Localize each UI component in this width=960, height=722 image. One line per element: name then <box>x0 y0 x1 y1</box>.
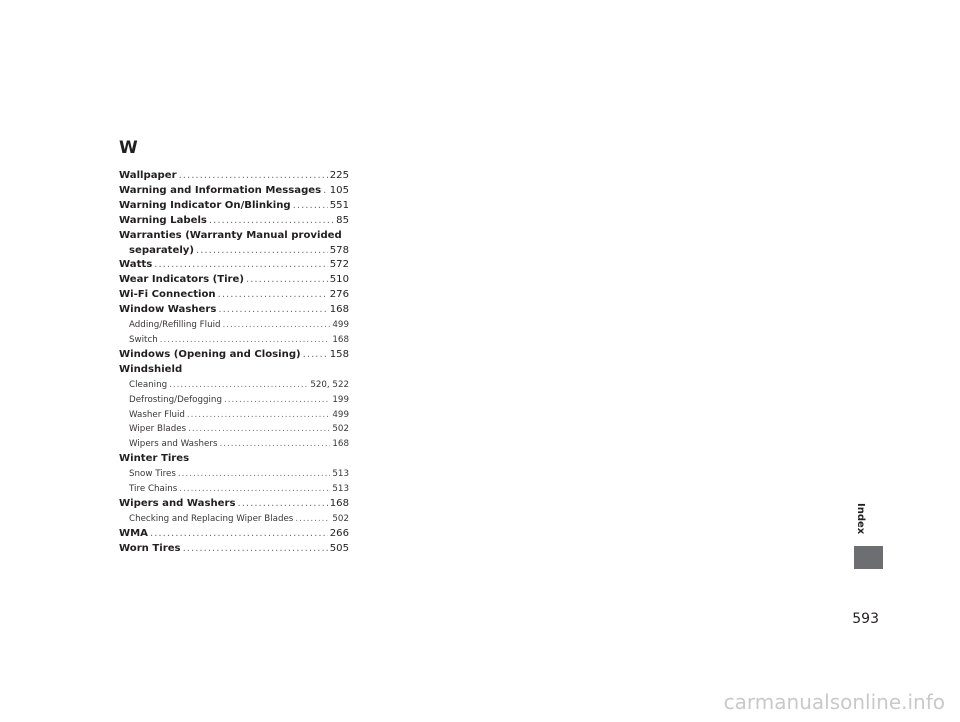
index-subentry <box>119 512 349 527</box>
dot-leader <box>219 437 330 452</box>
index-entry <box>119 527 349 542</box>
index-subentry <box>119 467 349 482</box>
entry-page-ref[interactable]: 513 <box>332 484 349 495</box>
entry-page-ref[interactable]: 168 <box>332 439 349 450</box>
dot-leader <box>179 169 328 184</box>
entry-page-ref[interactable]: 502 <box>332 513 349 524</box>
index-entry <box>119 199 349 214</box>
dot-leader <box>183 542 328 557</box>
entry-term: Defrosting/Defogging <box>129 394 222 405</box>
entry-term: Warranties (Warranty Manual provided <box>119 229 342 241</box>
index-subentry <box>119 422 349 437</box>
dot-leader <box>160 333 331 348</box>
entry-page-ref[interactable]: 225 <box>329 170 349 181</box>
index-entry <box>119 169 349 184</box>
dot-leader <box>218 288 328 303</box>
index-subentry <box>119 378 349 393</box>
entry-term: Watts <box>119 259 153 271</box>
dot-leader <box>154 258 327 273</box>
index-entry <box>119 542 349 557</box>
entry-term: Worn Tires <box>119 542 181 554</box>
entry-term: Warning Indicator On/Blinking <box>119 199 291 211</box>
index-entry <box>119 288 349 303</box>
dot-leader <box>218 303 327 318</box>
index-subentry <box>119 333 349 348</box>
entry-term: Wallpaper <box>119 170 177 181</box>
dot-leader <box>303 348 328 363</box>
entry-page-ref[interactable]: 266 <box>329 527 349 539</box>
dot-leader <box>323 184 328 199</box>
entry-page-ref[interactable]: 105 <box>329 184 349 196</box>
index-entry <box>119 214 349 229</box>
entry-page-ref[interactable]: 168 <box>329 304 349 316</box>
entry-term: Tire Chains <box>129 484 178 495</box>
side-tab-label: Index <box>855 503 866 535</box>
entry-term: Window Washers <box>119 304 217 316</box>
entry-term: Warning Labels <box>119 214 207 226</box>
entry-page-ref[interactable]: 276 <box>329 289 349 301</box>
index-entry <box>119 258 349 273</box>
entry-page-ref[interactable]: 199 <box>332 394 349 405</box>
entry-page-ref[interactable]: 572 <box>329 259 349 271</box>
index-entry-list <box>119 169 349 557</box>
entry-term: Snow Tires <box>129 469 176 480</box>
dot-leader <box>223 318 331 333</box>
dot-leader <box>179 482 330 497</box>
index-entry <box>119 184 349 199</box>
entry-page-ref[interactable]: 513 <box>332 469 349 480</box>
index-entry <box>119 229 349 244</box>
entry-term: Cleaning <box>129 379 168 390</box>
index-subentry <box>119 482 349 497</box>
index-entry <box>119 363 349 378</box>
entry-page-ref[interactable]: 510 <box>329 274 349 286</box>
page-number: 593 <box>852 611 879 627</box>
dot-leader <box>209 214 334 229</box>
dot-leader <box>178 467 330 482</box>
dot-leader <box>238 497 328 512</box>
index-entry <box>119 273 349 288</box>
dot-leader <box>188 422 330 437</box>
dot-leader <box>295 512 330 527</box>
index-subentry <box>119 437 349 452</box>
index-subentry <box>119 408 349 423</box>
watermark-text: carmanualsonline.info <box>723 690 945 714</box>
entry-page-ref[interactable]: 168 <box>329 497 349 509</box>
dot-leader <box>187 408 330 423</box>
entry-term: Wipers and Washers <box>119 497 236 509</box>
entry-term: Adding/Refilling Fluid <box>129 320 221 331</box>
dot-leader <box>150 527 328 542</box>
index-subentry <box>119 318 349 333</box>
section-letter-heading: W <box>119 138 138 158</box>
entry-page-ref[interactable]: 85 <box>336 214 349 226</box>
entry-page-ref[interactable]: 168 <box>332 334 349 345</box>
entry-term: Wiper Blades <box>129 424 187 435</box>
index-entry <box>119 452 349 467</box>
index-entry <box>119 303 349 318</box>
entry-page-ref[interactable]: 502 <box>332 424 349 435</box>
index-entry <box>119 497 349 512</box>
entry-term: Wear Indicators (Tire) <box>119 274 244 286</box>
entry-term: Windows (Opening and Closing) <box>119 348 301 360</box>
dot-leader <box>246 273 328 288</box>
entry-term: Checking and Replacing Wiper Blades <box>129 513 294 524</box>
entry-page-ref[interactable]: 520, 522 <box>310 379 349 390</box>
entry-page-ref[interactable]: 158 <box>329 348 349 360</box>
entry-page-ref[interactable]: 551 <box>329 199 349 211</box>
index-section <box>119 138 349 557</box>
index-entry <box>119 244 349 259</box>
entry-term: WMA <box>119 527 148 539</box>
side-tab-marker <box>854 546 883 569</box>
index-entry <box>119 348 349 363</box>
entry-term: Warning and Information Messages <box>119 184 322 196</box>
entry-term: separately) <box>129 244 195 256</box>
entry-page-ref[interactable]: 578 <box>329 244 349 256</box>
entry-term: Switch <box>129 334 158 345</box>
dot-leader <box>196 244 328 259</box>
entry-term: Wi-Fi Connection <box>119 289 216 301</box>
entry-page-ref[interactable]: 499 <box>332 320 349 331</box>
dot-leader <box>224 393 330 408</box>
entry-term: Winter Tires <box>119 453 190 465</box>
entry-page-ref[interactable]: 499 <box>332 409 349 420</box>
index-subentry <box>119 393 349 408</box>
entry-term: Windshield <box>119 363 183 375</box>
entry-term: Washer Fluid <box>129 409 185 420</box>
entry-term: Wipers and Washers <box>129 439 218 450</box>
entry-page-ref[interactable]: 505 <box>329 542 349 554</box>
dot-leader <box>293 199 328 214</box>
dot-leader <box>169 378 308 393</box>
